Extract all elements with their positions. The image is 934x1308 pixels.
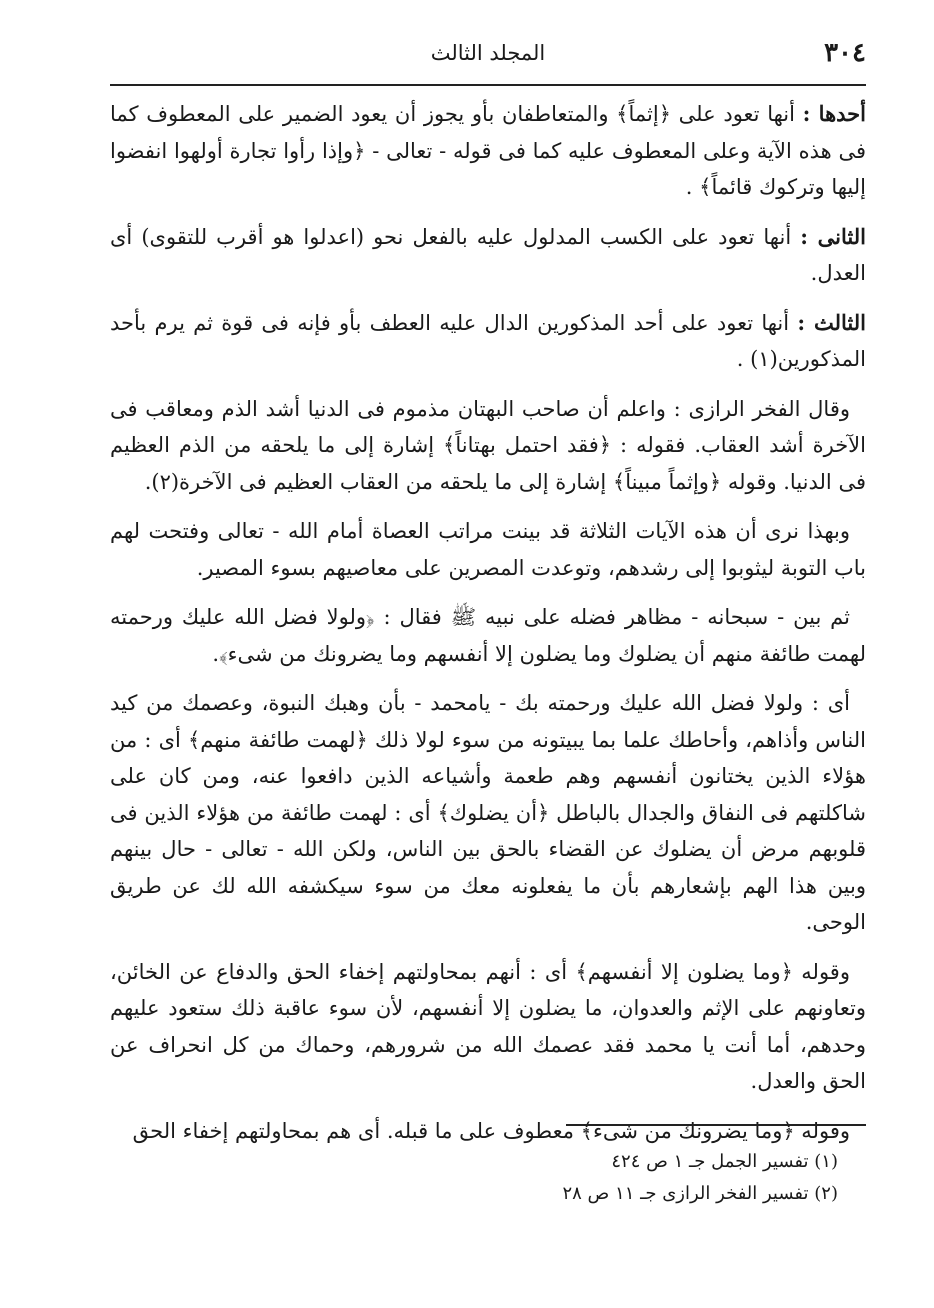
- paragraph-text: أنها تعود على أحد المذكورين الدال عليه العطف بأو فإنه فى قوة ثم يرم بأحد المذكورين(١) .: [110, 310, 866, 371]
- paragraph-text: ثم بين - سبحانه - مظاهر فضله على نبيه ﷺ فقال : ﴿ولولا فضل الله عليك ورحمته لهمت طائفة منهم أن يضلوك وما يضلون إلا أنفسهم وما يضرونك من شىء﴾.: [110, 605, 866, 666]
- header-rule: [110, 84, 866, 86]
- paragraph-text: أنها تعود على الكسب المدلول عليه بالفعل نحو (اعدلوا هو أقرب للتقوى) أى العدل.: [110, 224, 866, 285]
- paragraph-first-opinion: [110, 96, 866, 206]
- page-header: [110, 38, 866, 78]
- main-text: [110, 96, 866, 1162]
- paragraph-third-opinion: [110, 305, 866, 378]
- footnote-rule: [566, 1124, 866, 1126]
- paragraph-second-opinion: [110, 219, 866, 292]
- footnote-1: (١) تفسير الجمل جـ ١ ص ٤٢٤: [611, 1151, 838, 1172]
- paragraph-misguide-themselves: [110, 954, 866, 1100]
- paragraph-text: وبهذا نرى أن هذه الآيات الثلاثة قد بينت مراتب العصاة أمام الله - تعالى وفتحت لهم باب التوبة ليثوبوا إلى رشدهم، وتوعدت المصرين على معاصيهم بسوء المصير.: [110, 519, 866, 580]
- paragraph-text: وقوله ﴿وما يضرونك من شىء﴾ معطوف على ما قبله. أى هم بمحاولتهم إخفاء الحق: [132, 1118, 850, 1143]
- paragraph-label: الثالث :: [797, 309, 866, 335]
- running-title: المجلد الثالث: [430, 41, 546, 65]
- paragraph-text: وقال الفخر الرازى : واعلم أن صاحب البهتان مذموم فى الدنيا أشد الذم ومعاقب فى الآخرة أشد العقاب. فقوله : ﴿فقد احتمل بهتاناً﴾ إشارة إلى ما يلحقه من الذم العظيم فى الدنيا. وقوله ﴿وإثماً مبيناً﴾ إشارة إلى ما يلحقه من العقاب العظيم فى الآخرة(٢).: [110, 396, 866, 494]
- paragraph-razi-quote: [110, 391, 866, 501]
- paragraph-harm-nothing: [110, 1113, 866, 1150]
- footnotes: [110, 1146, 838, 1210]
- page-number: ٣٠٤: [824, 38, 866, 68]
- paragraph-three-verses: [110, 513, 866, 586]
- paragraph-text: أى : ولولا فضل الله عليك ورحمته بك - يامحمد - بأن وهبك النبوة، وعصمك من كيد الناس وأذاهم، وأحاطك علما بما يبيتونه من سوء لولا ذلك ﴿لهمت طائفة منهم﴾ أى : من هؤلاء الذين يختانون أنفسهم وهم طعمة وأشياعه الذين دافعوا عنه، ومن كان على شاكلتهم فى النفاق والجدال بالباطل ﴿أن يضلوك﴾ أى : لهمت طائفة من هؤلاء الذين فى قلوبهم مرض أن يضلوك عن القضاء بالحق بين الناس، ولكن الله - تعالى - حال بينهم وبين هذا الهم بإشعارهم بأن ما يفعلونه معك من سوء سيكشفه الله لك عن طريق الوحى.: [110, 691, 866, 934]
- paragraph-label: الثانى :: [800, 223, 866, 249]
- paragraph-explanation: [110, 685, 866, 941]
- paragraph-text: وقوله ﴿وما يضلون إلا أنفسهم﴾ أى : أنهم بمحاولتهم إخفاء الحق والدفاع عن الخائن، وتعاونهم على الإثم والعدوان، ما يضلون إلا أنفسهم، لأن سوء عاقبة ذلك ستعود عليهم وحدهم، أما أنت يا محمد فقد عصمك الله من شرورهم، وحماك من كل انحراف عن الحق والعدل.: [110, 959, 866, 1093]
- footnote-2: (٢) تفسير الفخر الرازى جـ ١١ ص ٢٨: [562, 1183, 838, 1204]
- paragraph-text: أنها تعود على ﴿إثماً﴾ والمتعاطفان بأو يجوز أن يعود الضمير على المعطوف كما فى هذه الآية وعلى المعطوف عليه كما فى قوله - تعالى - ﴿وإذا رأوا تجارة أولهوا انفضوا إليها وتركوك قائماً﴾ .: [110, 102, 866, 199]
- paragraph-grace-verse: [110, 599, 866, 672]
- paragraph-label: أحدها :: [802, 101, 866, 126]
